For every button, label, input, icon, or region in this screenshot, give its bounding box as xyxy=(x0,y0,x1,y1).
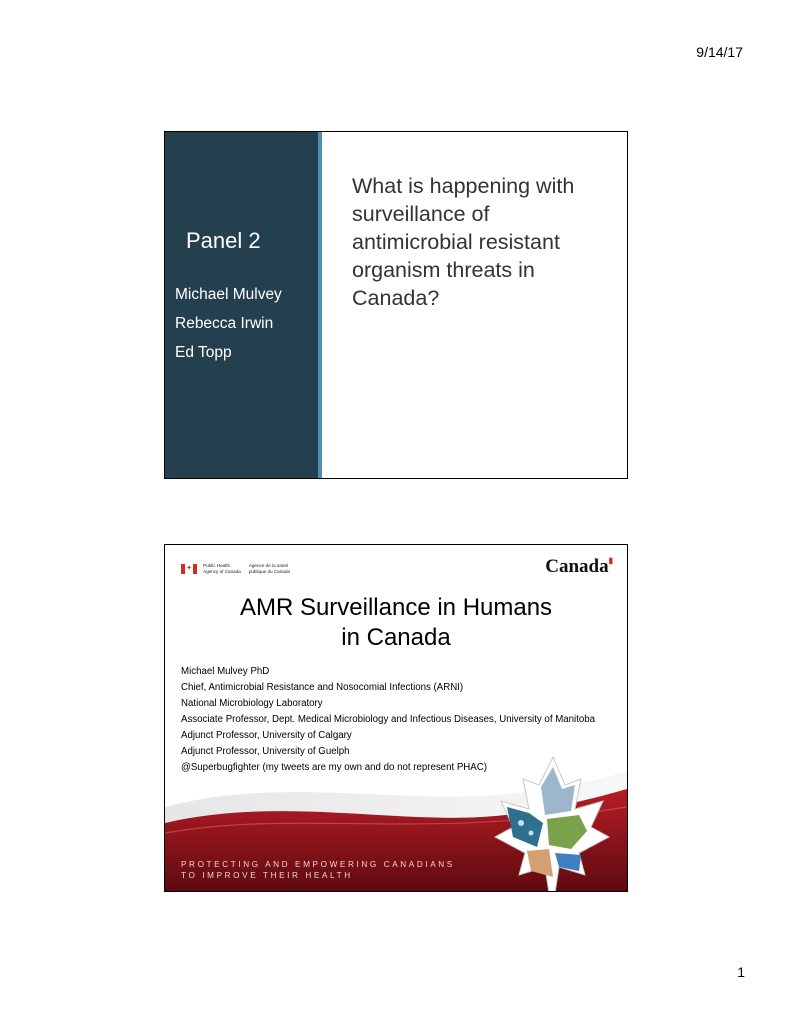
tagline xyxy=(181,859,455,881)
credential-line: Adjunct Professor, University of Guelph xyxy=(181,746,350,757)
page-date: 9/14/17 xyxy=(696,44,743,60)
agency-en-line: Agency of Canada xyxy=(203,568,241,574)
credential-line: Associate Professor, Dept. Medical Microbiology and Infectious Diseases, University of Manitoba xyxy=(181,714,596,725)
slide-amr-surveillance xyxy=(164,544,628,892)
panelist-name: Ed Topp xyxy=(175,344,232,361)
credential-line: @Superbugfighter (my tweets are my own and do not represent PHAC) xyxy=(181,762,487,773)
canada-flag-icon: ✦ xyxy=(181,564,197,574)
panel-question: What is happening with surveillance of antimicrobial resistant organism threats in Canada? xyxy=(352,174,575,310)
tagline-line: PROTECTING AND EMPOWERING CANADIANS xyxy=(181,860,455,869)
panel-title: Panel 2 xyxy=(186,228,261,253)
wordmark-text: Canada xyxy=(545,556,609,577)
agency-fr-line: Agence de la santé xyxy=(248,563,289,568)
panel-names xyxy=(175,280,282,367)
slide1-content xyxy=(322,132,627,478)
credential-line: National Microbiology Laboratory xyxy=(181,698,323,709)
agency-en-line: Public Health xyxy=(203,563,231,568)
panelist-name: Michael Mulvey xyxy=(175,286,282,303)
page-number: 1 xyxy=(737,964,745,980)
slide1-sidebar xyxy=(165,132,318,478)
panelist-name: Rebecca Irwin xyxy=(175,315,274,332)
agency-fr-line: publique du Canada xyxy=(248,568,290,574)
title-line: in Canada xyxy=(341,624,451,651)
credential-line: Chief, Antimicrobial Resistance and Nosocomial Infections (ARNI) xyxy=(181,682,464,693)
credential-line: Michael Mulvey PhD xyxy=(181,666,270,677)
title-line: AMR Surveillance in Humans xyxy=(239,594,553,621)
tagline-line: TO IMPROVE THEIR HEALTH xyxy=(181,871,353,880)
red-wave-banner xyxy=(165,545,627,891)
maple-flag-icon: ▮ xyxy=(608,556,613,565)
slide-panel-2 xyxy=(164,131,628,479)
credential-line: Adjunct Professor, University of Calgary xyxy=(181,730,352,741)
